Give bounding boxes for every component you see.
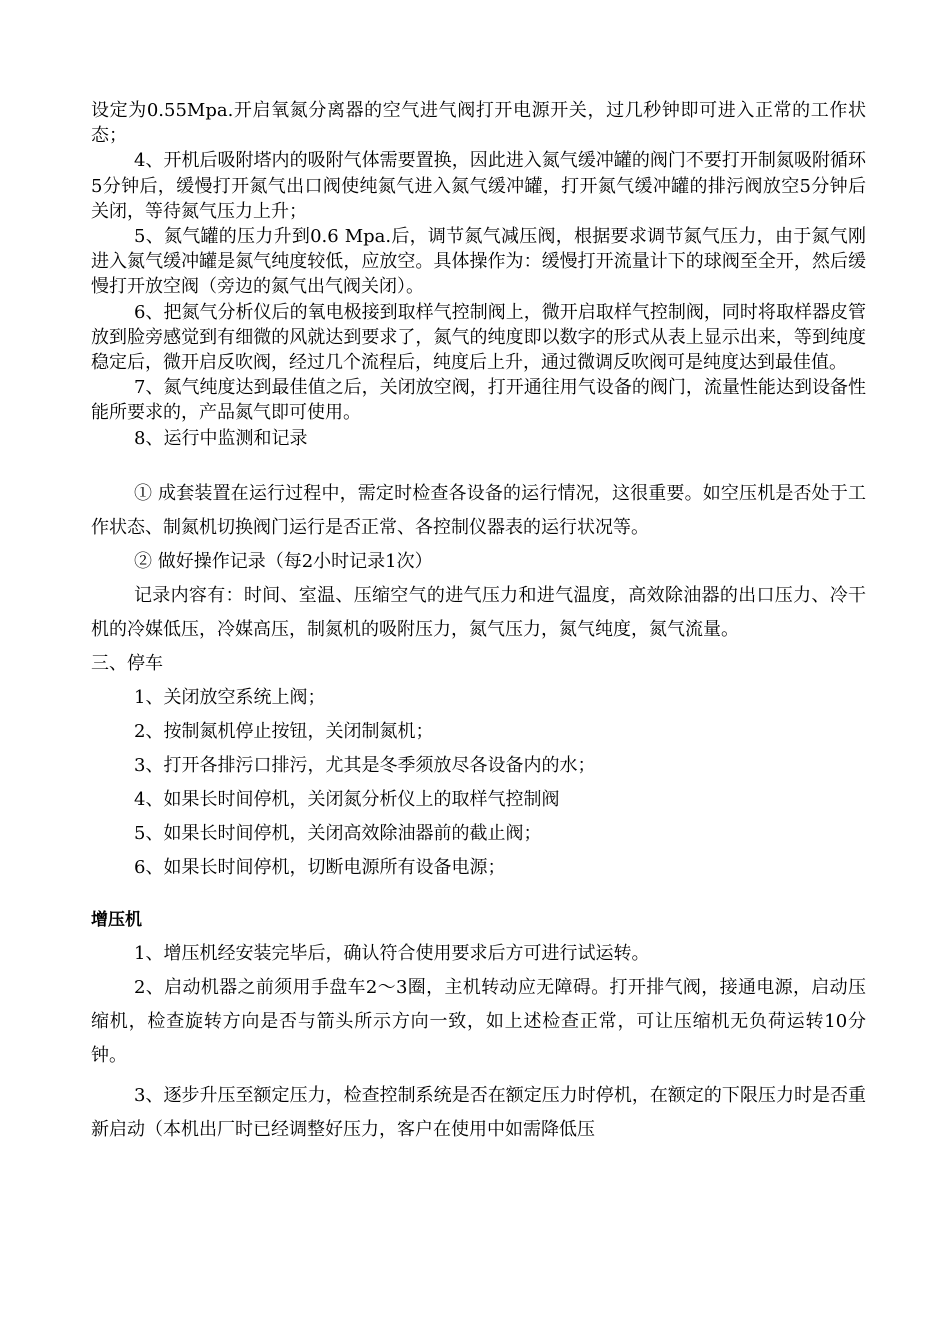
paragraph-monitor-item-2: ② 做好操作记录（每2小时记录1次） [134, 551, 433, 572]
paragraph-step-8-heading: 8、运行中监测和记录 [134, 427, 308, 449]
operation-steps-block [91, 98, 866, 451]
list-item-stop-4: 4、如果长时间停机，关闭氮分析仪上的取样气控制阀 [134, 789, 560, 810]
list-item-stop-2: 2、按制氮机停止按钮，关闭制氮机； [134, 721, 434, 742]
list-item-stop-6: 6、如果长时间停机，切断电源所有设备电源； [134, 857, 506, 878]
paragraph-booster-3: 3、逐步升压至额定压力，检查控制系统是否在额定压力时停机，在额定的下限压力时是否重新启动（本机出厂时已经调整好压力，客户在使用中如需降低压 [91, 1085, 866, 1140]
list-item-stop-3: 3、打开各排污口排污，尤其是冬季须放尽各设备内的水； [134, 755, 596, 776]
paragraph-step-6: 6、把氮气分析仪后的氧电极接到取样气控制阀上，微开启取样气控制阀，同时将取样器皮管放到脸旁感觉到有细微的风就达到要求了，氮气的纯度即以数字的形式从表上显示出来，等到纯度稳定后，微开启反吹阀，经过几个流程后，纯度后上升，通过微调反吹阀可是纯度达到最佳值。 [91, 301, 866, 374]
paragraph-booster-2: 2、启动机器之前须用手盘车2～3圈，主机转动应无障碍。打开排气阀，接通电源，启动压缩机，检查旋转方向是否与箭头所示方向一致，如上述检查正常，可让压缩机无负荷运转10分钟。 [91, 977, 866, 1066]
paragraph-step-7: 7、氮气纯度达到最佳值之后，关闭放空阀，打开通往用气设备的阀门，流量性能达到设备性能所要求的，产品氮气即可使用。 [91, 377, 866, 424]
paragraph-record-content: 记录内容有：时间、室温、压缩空气的进气压力和进气温度，高效除油器的出口压力、冷干机的冷媒低压，冷媒高压，制氮机的吸附压力，氮气压力，氮气纯度，氮气流量。 [91, 585, 866, 640]
list-item-stop-5: 5、如果长时间停机，关闭高效除油器前的截止阀； [134, 823, 542, 844]
paragraph-step-5: 5、氮气罐的压力升到0.6 Mpa.后，调节氮气减压阀，根据要求调节氮气压力，由于氮气刚进入氮气缓冲罐是氮气纯度较低，应放空。具体操作为：缓慢打开流量计下的球阀至全开，然后缓慢打开放空阀（旁边的氮气出气阀关闭）。 [91, 226, 866, 298]
paragraph-booster-1: 1、增压机经安装完毕后，确认符合使用要求后方可进行试运转。 [134, 943, 650, 964]
paragraph-step-4: 4、开机后吸附塔内的吸附气体需要置换，因此进入氮气缓冲罐的阀门不要打开制氮吸附循环5分钟后，缓慢打开氮气出口阀使纯氮气进入氮气缓冲罐，打开氮气缓冲罐的排污阀放空5分钟后关闭，等待氮气压力上升； [91, 150, 866, 222]
section-title-booster [91, 903, 866, 937]
paragraph-pressure-setting: 设定为0.55Mpa.开启氧氮分离器的空气进气阀打开电源开关，过几秒钟即可进入正常的工作状态； [91, 100, 866, 147]
booster-title-text: 增压机 [91, 910, 142, 930]
monitoring-and-stop-block [91, 477, 866, 1147]
section-title-stop: 三、停车 [91, 653, 163, 674]
list-item-stop-1: 1、关闭放空系统上阀； [134, 687, 326, 708]
paragraph-monitor-item-1: ① 成套装置在运行过程中，需定时检查各设备的运行情况，这很重要。如空压机是否处于工作状态、制氮机切换阀门运行是否正常、各控制仪器表的运行状况等。 [91, 483, 866, 538]
